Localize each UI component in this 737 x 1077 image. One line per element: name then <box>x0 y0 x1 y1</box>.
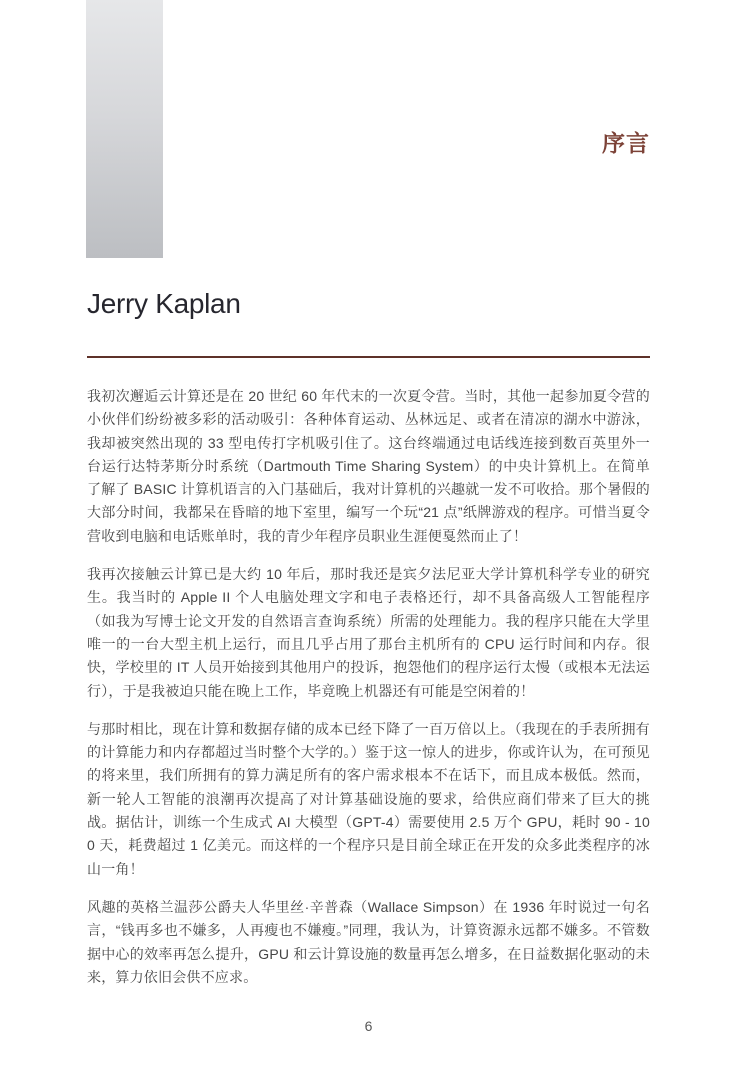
decorative-gradient-bar <box>86 0 163 258</box>
chapter-title: 序言 <box>602 130 650 156</box>
paragraph-compute-costs: 与那时相比，现在计算和数据存储的成本已经下降了一百万倍以上。（我现在的手表所拥有的计算能力和内存都超过当时整个大学的。）鉴于这一惊人的进步，你或许认为，在可预见的将来里，我们所拥有的算力满足所有的客户需求根本不在话下，而且成本极低。然而，新一轮人工智能的浪潮再次提高了对计算基础设施的要求，给供应商们带来了巨大的挑战。据估计，训练一个生成式 AI 大模型（GPT-4）需要使用 2.5 万个 GPU，耗时 90 - 100 天，耗费超过 1 亿美元。而这样的一个程序只是目前全球正在开发的众多此类程序的冰山一角！ <box>87 720 650 877</box>
preface-body <box>87 385 650 1004</box>
author-name: Jerry Kaplan <box>87 288 241 319</box>
paragraph-grad-school: 我再次接触云计算已是大约 10 年后，那时我还是宾夕法尼亚大学计算机科学专业的研究生。我当时的 Apple II 个人电脑处理文字和电子表格还行，却不具备高级人工智能程序（如我为写博士论文开发的自然语言查询系统）所需的处理能力。我的程序只能在大学里唯一的一台大型主机上运行，而且几乎占用了那台主机所有的 CPU 运行时间和内存。很快，学校里的 IT 人员开始接到其他用户的投诉，抱怨他们的程序运行太慢（或根本无法运行），于是我被迫只能在晚上工作，毕竟晚上机器还有可能是空闲着的！ <box>87 566 650 699</box>
paragraph-simpson-quote: 风趣的英格兰温莎公爵夫人华里丝·辛普森（Wallace Simpson）在 1936 年时说过一句名言，“钱再多也不嫌多，人再瘦也不嫌瘦。”同理，我认为，计算资源永远都不嫌多。不管数据中心的效率再怎么提升，GPU 和云计算设施的数量再怎么增多，在日益数据化驱动的未来，算力依旧会供不应求。 <box>87 898 650 985</box>
title-divider-rule <box>87 356 650 358</box>
paragraph-summer-camp: 我初次邂逅云计算还是在 20 世纪 60 年代末的一次夏令营。当时，其他一起参加夏令营的小伙伴们纷纷被多彩的活动吸引：各种体育运动、丛林远足、或者在清凉的湖水中游泳，我却被突然出现的 33 型电传打字机吸引住了。这台终端通过电话线连接到数百英里外一台运行达特茅斯分时系统（Dartmouth Time Sharing System）的中央计算机上。在简单了解了 BASIC 计算机语言的入门基础后，我对计算机的兴趣就一发不可收拾。那个暑假的大部分时间，我都呆在昏暗的地下室里，编写一个玩“21 点”纸牌游戏的程序。可惜当夏令营收到电脑和电话账单时，我的青少年程序员职业生涯便戛然而止了！ <box>87 388 650 544</box>
page-number: 6 <box>364 1018 373 1034</box>
